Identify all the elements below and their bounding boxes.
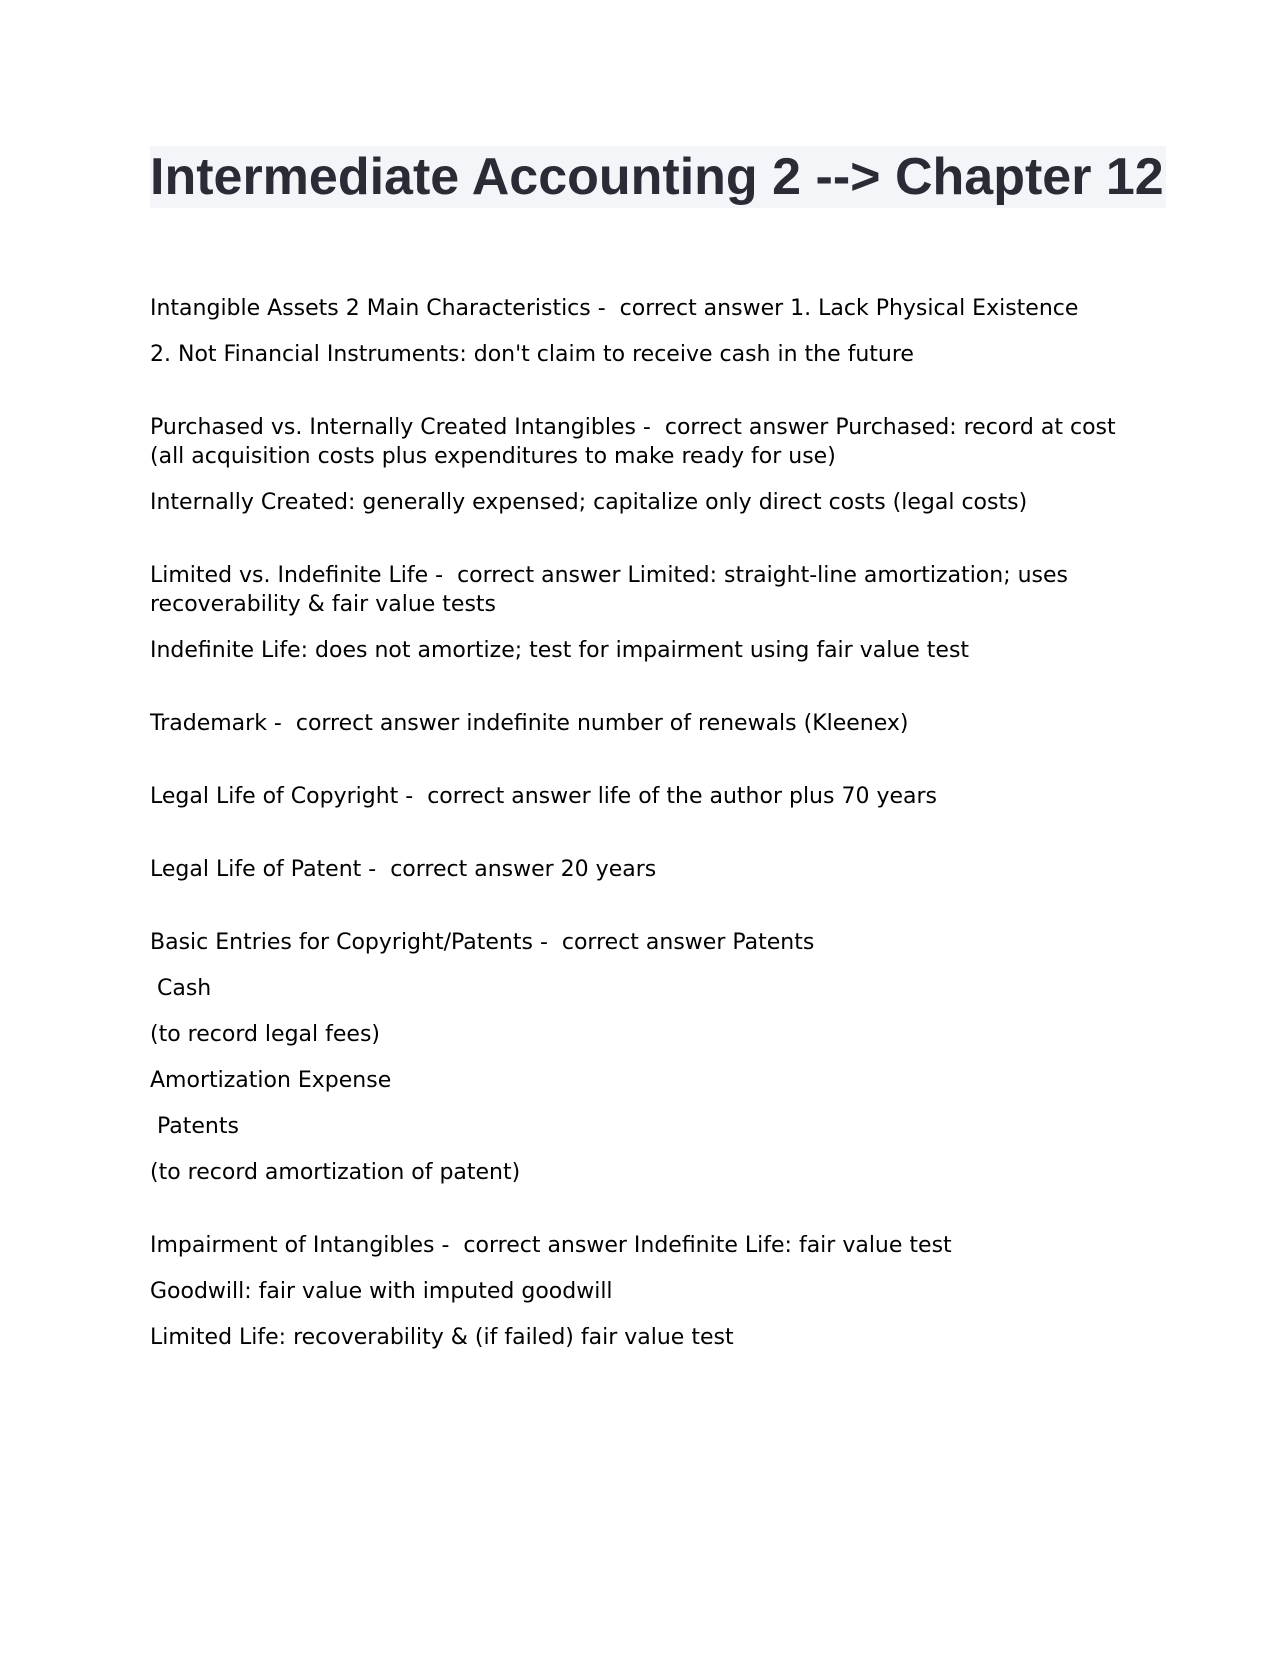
flashcard-answer-line: Cash: [150, 976, 212, 1001]
flashcard-answer-line: Limited Life: recoverability & (if failed) fair value test: [150, 1325, 734, 1350]
flashcard-question-answer: Impairment of Intangibles - correct answer Indefinite Life: fair value test: [150, 1233, 952, 1258]
flashcard: [150, 782, 1140, 811]
flashcard-question-answer: Limited vs. Indefinite Life - correct answer Limited: straight-line amortization; uses recoverability & fair value tests: [150, 563, 1076, 617]
flashcard-answer-line: Indefinite Life: does not amortize; test for impairment using fair value test: [150, 638, 970, 663]
flashcard-answer-line: 2. Not Financial Instruments: don't claim to receive cash in the future: [150, 342, 914, 367]
flashcard: [150, 294, 1140, 369]
flashcard-answer-line: (to record amortization of patent): [150, 1160, 521, 1185]
flashcard: [150, 928, 1140, 1187]
flashcard-question-answer: Basic Entries for Copyright/Patents - correct answer Patents: [150, 930, 815, 955]
flashcard: [150, 855, 1140, 884]
page-title: Intermediate Accounting 2 --> Chapter 12: [150, 148, 1164, 206]
flashcard-question-answer: Legal Life of Patent - correct answer 20 years: [150, 857, 657, 882]
flashcard-answer-line: Amortization Expense: [150, 1068, 392, 1093]
flashcard: [150, 709, 1140, 738]
flashcard-question-answer: Legal Life of Copyright - correct answer life of the author plus 70 years: [150, 784, 937, 809]
flashcard: [150, 413, 1140, 517]
flashcard-answer-line: (to record legal fees): [150, 1022, 380, 1047]
flashcard-question-answer: Trademark - correct answer indefinite number of renewals (Kleenex): [150, 711, 909, 736]
flashcard: [150, 1231, 1140, 1352]
flashcard-answer-line: Patents: [150, 1114, 239, 1139]
flashcard-answer-line: Internally Created: generally expensed; capitalize only direct costs (legal costs): [150, 490, 1028, 515]
flashcard-list: [150, 294, 1140, 1352]
flashcard-question-answer: Intangible Assets 2 Main Characteristics - correct answer 1. Lack Physical Existence: [150, 296, 1079, 321]
flashcard-answer-line: Goodwill: fair value with imputed goodwill: [150, 1279, 613, 1304]
document-page: [150, 146, 1164, 1396]
flashcard-question-answer: Purchased vs. Internally Created Intangibles - correct answer Purchased: record at cost (all acquisition costs plus expenditures to make ready for use): [150, 415, 1123, 469]
flashcard: [150, 561, 1140, 665]
